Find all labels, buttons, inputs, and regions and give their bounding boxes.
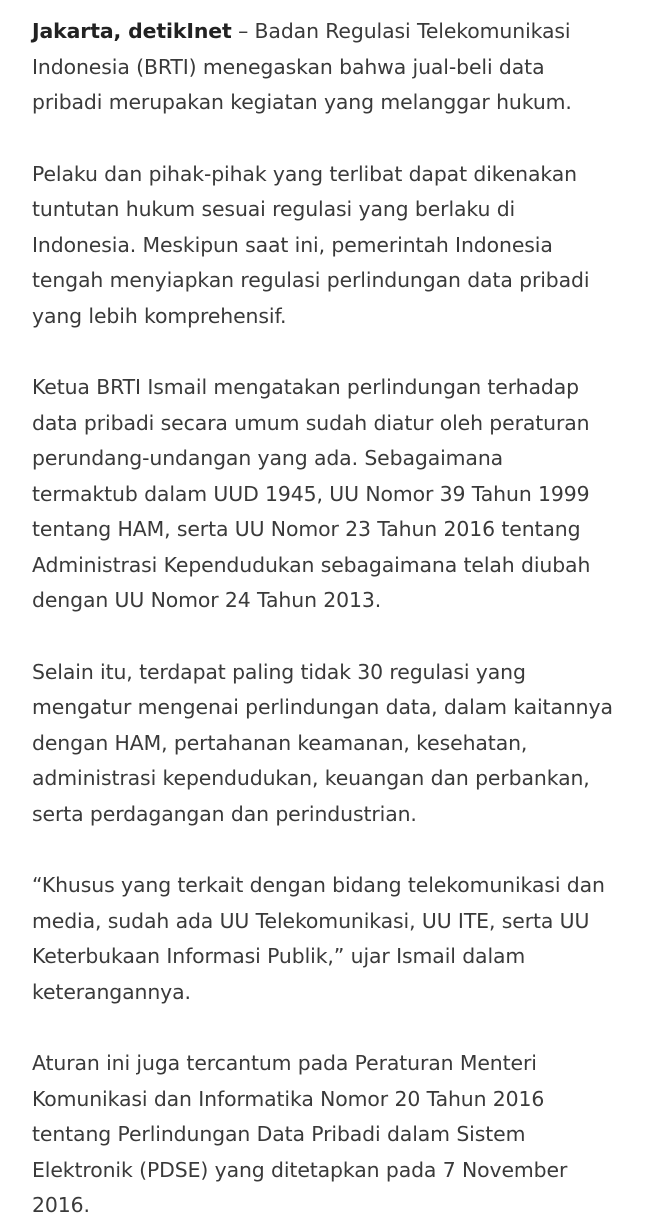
paragraph-line: tentang Perlindungan Data Pribadi dalam Sistem: [32, 1122, 526, 1146]
paragraph-line: mengatur mengenai perlindungan data, dalam kaitannya: [32, 695, 613, 719]
paragraph-line: administrasi kependudukan, keuangan dan perbankan,: [32, 766, 590, 790]
paragraph-line: yang lebih komprehensif.: [32, 303, 287, 328]
article-paragraph-2: [32, 157, 620, 335]
paragraph-line: tuntutan hukum sesuai regulasi yang berlaku di: [32, 197, 516, 221]
article-paragraph-3: [32, 370, 620, 619]
paragraph-line: Ketua BRTI Ismail mengatakan perlindungan terhadap: [32, 375, 579, 399]
paragraph-line: Elektronik (PDSE) yang ditetapkan pada 7 November: [32, 1157, 568, 1182]
paragraph-line: dengan HAM, pertahanan keamanan, kesehatan,: [32, 730, 528, 755]
article-paragraph-1: [32, 14, 620, 121]
paragraph-line: Keterbukaan Informasi Publik,” ujar Ismail dalam: [32, 944, 526, 968]
paragraph-line: Pelaku dan pihak-pihak yang terlibat dapat dikenakan: [32, 161, 577, 186]
paragraph-line: termaktub dalam UUD 1945, UU Nomor 39 Tahun 1999: [32, 481, 590, 506]
paragraph-line: Selain itu, terdapat paling tidak 30 regulasi yang: [32, 659, 526, 684]
paragraph-line: [32, 14, 620, 50]
paragraph-line: tentang HAM, serta UU Nomor 23 Tahun 2016 tentang: [32, 517, 581, 541]
paragraph-line: “Khusus yang terkait dengan bidang telekomunikasi dan: [32, 873, 605, 897]
paragraph-line: serta perdagangan dan perindustrian.: [32, 801, 417, 826]
article-paragraph-5: [32, 868, 620, 1010]
paragraph-text: – Badan Regulasi Telekomunikasi: [231, 19, 571, 43]
dateline: Jakarta, detikInet: [32, 19, 232, 43]
article-paragraph-6: [32, 1046, 620, 1224]
paragraph-line: Administrasi Kependudukan sebagaimana telah diubah: [32, 552, 591, 577]
paragraph-line: Indonesia (BRTI) menegaskan bahwa jual-beli data: [32, 54, 545, 79]
paragraph-line: data pribadi secara umum sudah diatur oleh peraturan: [32, 410, 590, 435]
paragraph-line: tengah menyiapkan regulasi perlindungan data pribadi: [32, 268, 590, 292]
paragraph-line: perundang-undangan yang ada. Sebagaimana: [32, 446, 504, 470]
paragraph-line: Indonesia. Meskipun saat ini, pemerintah Indonesia: [32, 232, 553, 257]
article-paragraph-4: [32, 655, 620, 833]
paragraph-line: media, sudah ada UU Telekomunikasi, UU ITE, serta UU: [32, 908, 590, 933]
paragraph-line: Aturan ini juga tercantum pada Peraturan Menteri: [32, 1051, 537, 1075]
paragraph-line: keterangannya.: [32, 979, 191, 1004]
paragraph-line: Komunikasi dan Informatika Nomor 20 Tahun 2016: [32, 1086, 545, 1111]
paragraph-line: 2016.: [32, 1193, 90, 1217]
paragraph-line: pribadi merupakan kegiatan yang melanggar hukum.: [32, 90, 572, 114]
paragraph-line: dengan UU Nomor 24 Tahun 2013.: [32, 588, 382, 612]
